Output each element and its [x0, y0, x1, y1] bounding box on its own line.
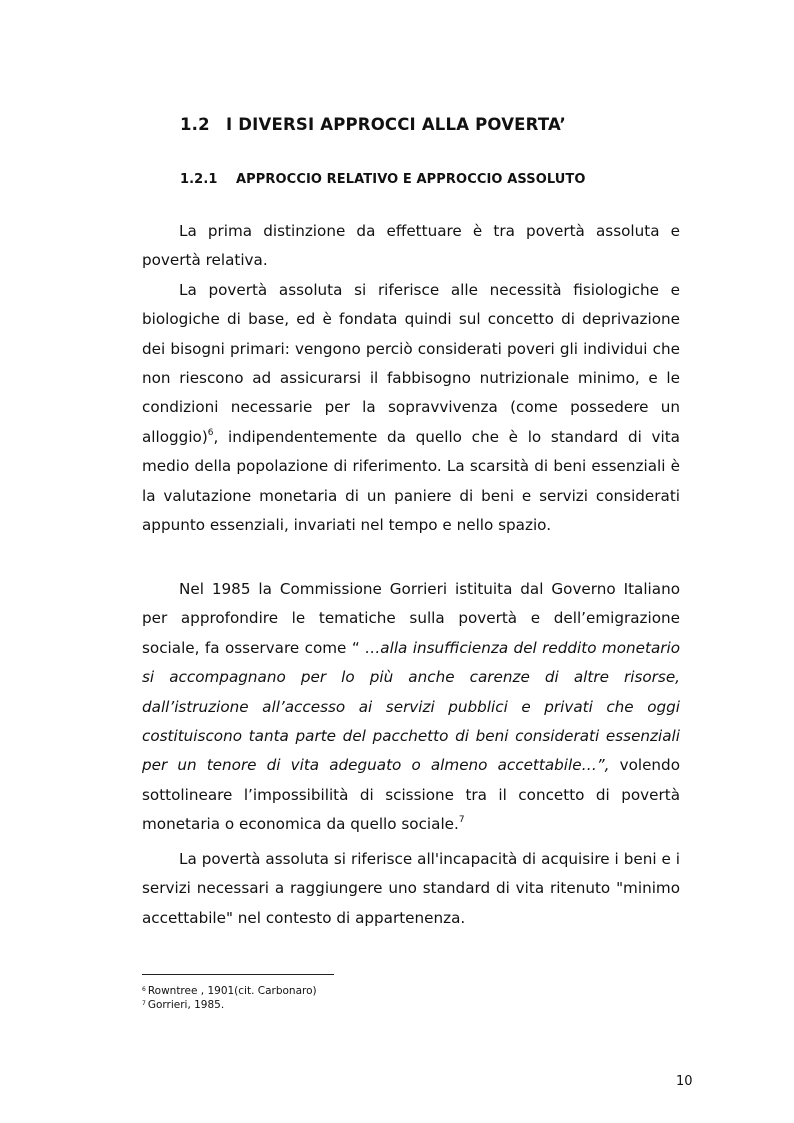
- paragraph-1-text: La prima distinzione da effettuare è tra povertà assoluta e povertà relativa.: [142, 222, 680, 270]
- body-block-3: [142, 845, 680, 933]
- section-heading: [180, 115, 566, 134]
- footnote-ref-6: 6: [207, 427, 214, 438]
- paragraph-3: [142, 575, 680, 840]
- paragraph-2-text-a: La povertà assoluta si riferisce alle necessità fisiologiche e biologiche di base, ed è fondata quindi sul concetto di deprivazione dei bisogni primari: vengono perciò considerati poveri gli individui che non riescono ad assicurarsi il fabbisogno nutrizionale minimo, e le condizioni necessarie per la sopravvivenza (come possedere un alloggio): [142, 280, 680, 446]
- footnote-7-mark: 7: [142, 1000, 146, 1007]
- paragraph-4: [142, 845, 680, 933]
- footnote-7-text: Gorrieri, 1985.: [147, 999, 225, 1011]
- body-block-2: [142, 575, 680, 840]
- body-block-1: [142, 217, 680, 540]
- subsection-number: 1.2.1: [180, 172, 218, 187]
- footnote-separator: [142, 974, 334, 975]
- section-number: 1.2: [180, 115, 210, 134]
- paragraph-2: [142, 276, 680, 541]
- section-title: I DIVERSI APPROCCI ALLA POVERTA’: [226, 115, 566, 134]
- subsection-heading: [180, 172, 586, 187]
- footnote-ref-7: 7: [458, 815, 465, 826]
- footnote-6-mark: 6: [142, 986, 146, 993]
- paragraph-3-text-b: volendo sottolineare l’impossibilità di scissione tra il concetto di povertà monetaria o economica da quello sociale.: [142, 756, 680, 834]
- footnote-7: [142, 997, 224, 1012]
- footnote-6: [142, 983, 317, 998]
- paragraph-3-text-a: Nel 1985 la Commissione Gorrieri istituita dal Governo Italiano per approfondire le tematiche sulla povertà e dell’emigrazione sociale, fa osservare come “: [142, 580, 680, 657]
- paragraph-4-text: La povertà assoluta si riferisce all'incapacità di acquisire i beni e i servizi necessari a raggiungere uno standard di vita ritenuto "minimo accettabile" nel contesto di appartenenza.: [142, 850, 680, 927]
- page-number: 10: [676, 1074, 693, 1089]
- paragraph-1: [142, 217, 680, 276]
- paragraph-3-quote: …alla insufficienza del reddito monetario si accompagnano per lo più anche carenze di altre risorse, dall’istruzione all’accesso ai servizi pubblici e privati che oggi costituiscono tanta parte del pacchetto di beni considerati essenziali per un tenore di vita adeguato o almeno accettabile…”,: [142, 638, 681, 775]
- footnote-6-text: Rowntree , 1901(cit. Carbonaro): [147, 985, 317, 997]
- paragraph-2-text-b: , indipendentemente da quello che è lo standard di vita medio della popolazione di riferimento. La scarsità di beni essenziali è la valutazione monetaria di un paniere di beni e servizi considerati appunto essenziali, invariati nel tempo e nello spazio.: [142, 427, 680, 535]
- subsection-title: APPROCCIO RELATIVO E APPROCCIO ASSOLUTO: [236, 172, 586, 187]
